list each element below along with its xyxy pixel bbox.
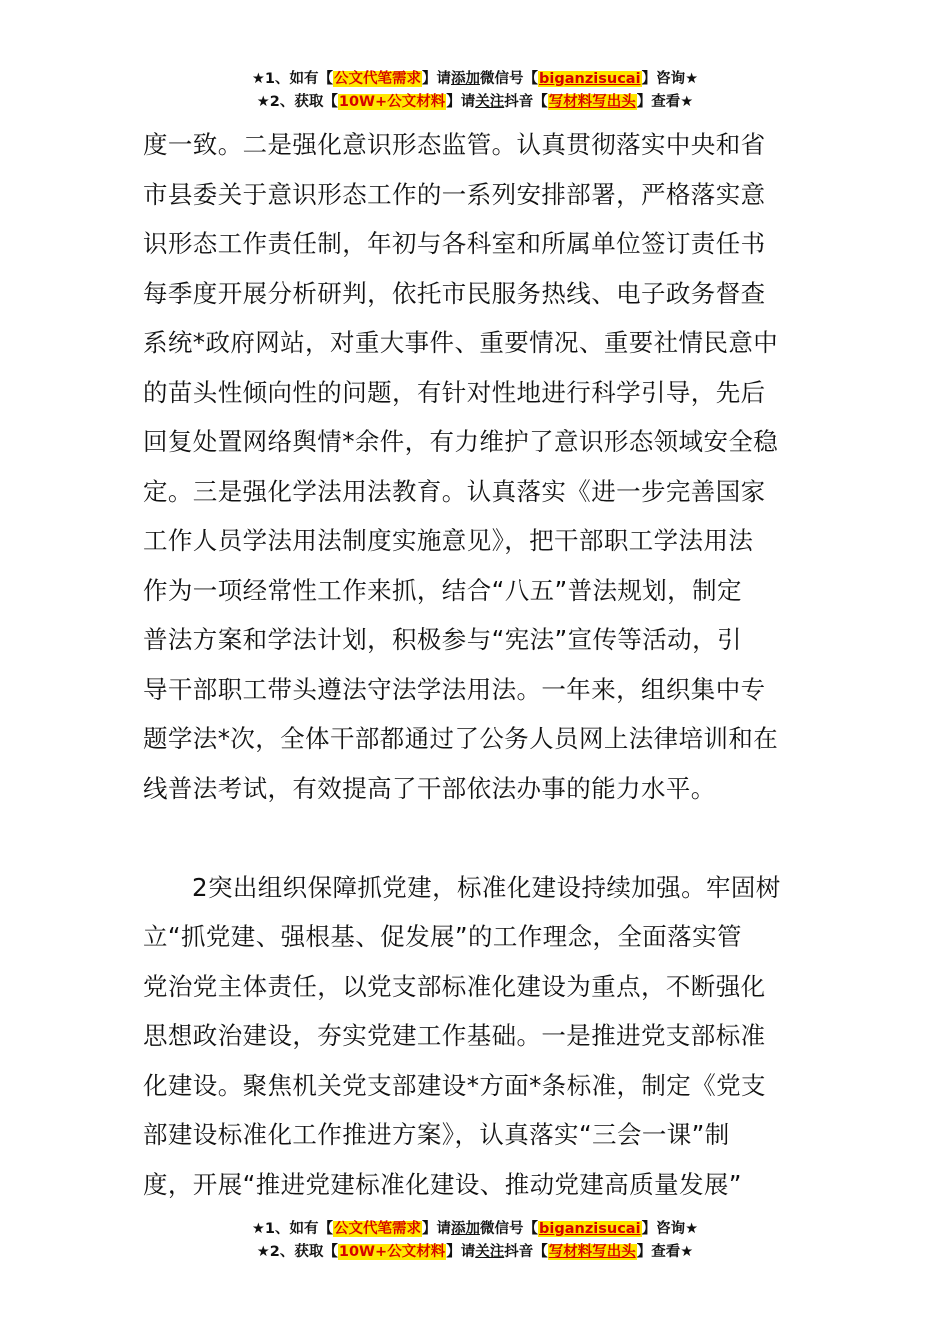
body-line: 工作人员学法用法制度实施意见》，把干部职工学法用法 [143,526,754,555]
banner-text: 】查看★ [636,1244,694,1260]
banner-text: 抖音【 [504,94,548,110]
body-line: 回复处置网络舆情*余件，有力维护了意识形态领域安全稳 [143,427,779,456]
wechat-id-link[interactable]: biganzisucai [539,1221,641,1237]
body-line: 思想政治建设，夯实党建工作基础。一是推进党支部标准 [143,1021,766,1050]
body-line: 化建设。聚焦机关党支部建设*方面*条标准，制定《党支 [143,1070,766,1100]
banner-text: ★1、如有【 [251,71,334,87]
footer-banner-line-2 [0,1241,950,1264]
banner-text: 】请 [446,94,476,110]
banner-underlined-text: 关注 [475,94,505,110]
body-line: 的苗头性倾向性的问题，有针对性地进行科学引导，先后 [143,377,766,407]
banner-highlight: 10W+公文材料 [338,94,446,110]
banner-text: 微信号【 [480,1221,539,1237]
body-line: 作为一项经常性工作来抓，结合“八五”普法规划，制定 [143,575,742,605]
body-line: 市县委关于意识形态工作的一系列安排部署，严格落实意 [143,179,766,209]
body-line: 识形态工作责任制，年初与各科室和所属单位签订责任书 [143,229,766,258]
header-banner-line-1 [0,68,950,91]
body-line: 普法方案和学法计划，积极参与“宪法”宣传等活动，引 [143,625,742,654]
banner-underlined-text: 添加 [451,1221,481,1237]
banner-text: ★2、获取【 [256,94,338,110]
body-line: 立“抓党建、强根基、促发展”的工作理念，全面落实管 [143,922,742,951]
body-line: 线普法考试，有效提高了干部依法办事的能力水平。 [143,773,716,803]
banner-text: 微信号【 [480,71,539,87]
body-line: 题学法*次，全体干部都通过了公务人员网上法律培训和在 [143,724,779,753]
douyin-account-link[interactable]: 写材料写出头 [548,94,636,110]
paragraph-gap [143,813,809,863]
banner-text: 抖音【 [504,1244,548,1260]
wechat-id-link[interactable]: biganzisucai [539,71,641,87]
banner-text: 】请 [446,1244,476,1260]
banner-highlight: 10W+公文材料 [338,1244,446,1260]
body-line: 系统*政府网站，对重大事件、重要情况、重要社情民意中 [143,328,779,357]
banner-text: ★1、如有【 [251,1221,334,1237]
banner-text: ★2、获取【 [256,1244,338,1260]
banner-underlined-text: 添加 [451,71,481,87]
footer-banner [0,1218,950,1264]
document-body [143,120,809,1209]
header-banner [0,68,950,114]
banner-text: 】咨询★ [641,1221,699,1237]
body-line: 定。三是强化学法用法教育。认真落实《进一步完善国家 [143,476,766,506]
body-line: 每季度开展分析研判，依托市民服务热线、电子政务督查 [143,278,766,308]
header-banner-line-2 [0,91,950,114]
banner-text: 】咨询★ [641,71,699,87]
body-line: 2突出组织保障抓党建，标准化建设持续加强。牢固树 [192,872,781,902]
banner-highlight: 公文代笔需求 [334,1221,422,1237]
banner-text: 】查看★ [636,94,694,110]
body-line: 度，开展“推进党建标准化建设、推动党建高质量发展” [143,1169,742,1199]
banner-text: 】请 [422,71,452,87]
body-line: 党治党主体责任，以党支部标准化建设为重点，不断强化 [143,971,766,1001]
banner-underlined-text: 关注 [475,1244,505,1260]
douyin-account-link[interactable]: 写材料写出头 [548,1244,636,1260]
body-line: 导干部职工带头遵法守法学法用法。一年来，组织集中专 [143,674,766,704]
footer-banner-line-1 [0,1218,950,1241]
body-line: 度一致。二是强化意识形态监管。认真贯彻落实中央和省 [143,130,766,159]
body-line: 部建设标准化工作推进方案》，认真落实“三会一课”制 [143,1120,730,1149]
banner-text: 】请 [422,1221,452,1237]
banner-highlight: 公文代笔需求 [334,71,422,87]
